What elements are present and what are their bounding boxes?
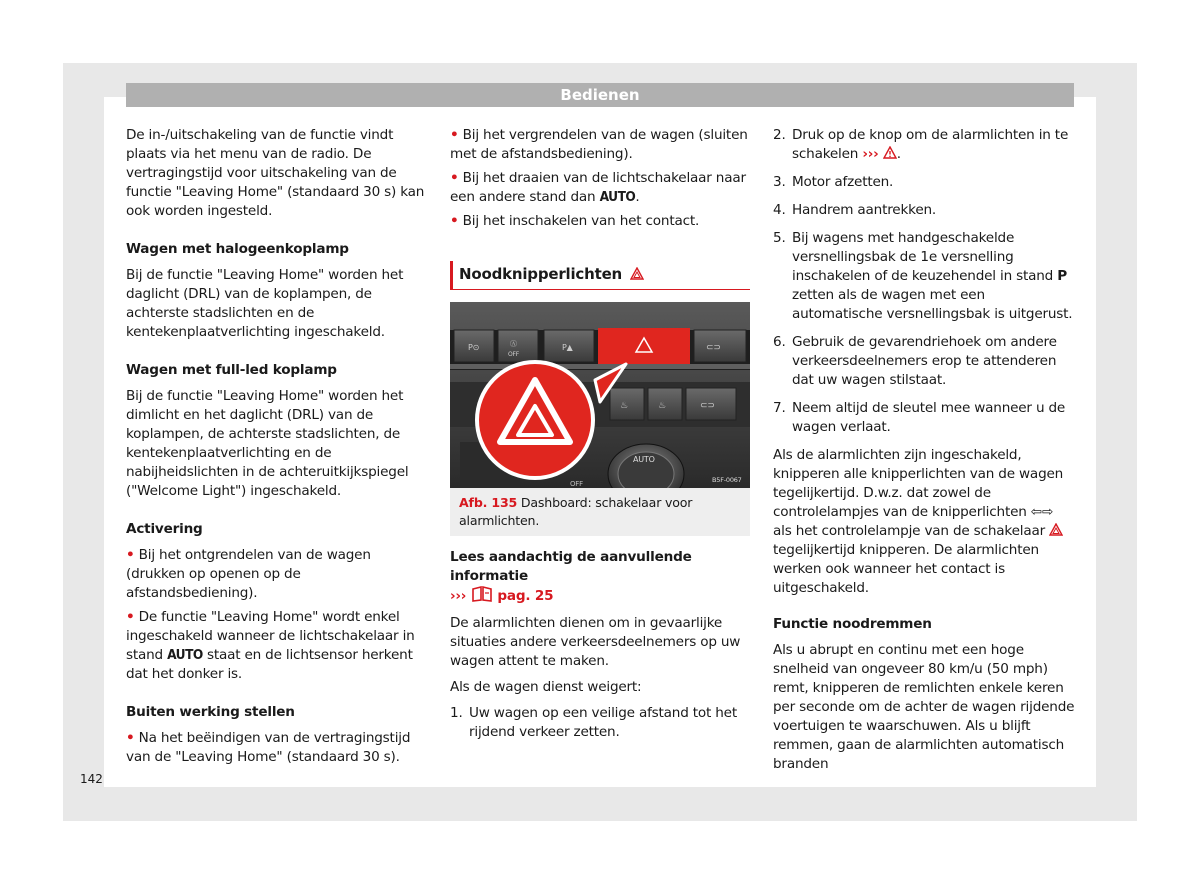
step-7: 7. Neem altijd de sleutel mee wanneer u de wagen verlaat. <box>773 400 1066 435</box>
auto-label: AUTO <box>167 647 203 663</box>
bullet-dot-icon: • <box>126 730 135 746</box>
heading-functie-noodremmen: Functie noodremmen <box>773 616 932 632</box>
left-arrow-icon: ⇦ <box>1030 504 1042 520</box>
step-3: 3. Motor afzetten. <box>773 174 894 190</box>
svg-text:Ⓐ: Ⓐ <box>510 340 517 348</box>
figure-code: B5F-0067 <box>712 476 742 484</box>
paragraph-knipperen: Als de alarmlichten zijn ingeschakeld, knipperen alle knipperlichten van de wagen tegelijkertijd. D.w.z. dat zowel de controlelampjes van de knipperlichten ⇦⇨ als het controlelampje van de schakelaar tegelijkertijd knipperen. De alarmlichten werken ook wanneer het contact is uitgeschakeld. <box>773 447 1064 596</box>
paragraph-full-led: Bij de functie "Leaving Home" worden het dimlicht en het daglicht (DRL) van de koplampen, de achterste stadslichten, de kentekenplaatverlichting en de nabijheidslichten in de achteruitkijkspiegel ("Welcome Light") ingeschakeld. <box>126 388 409 499</box>
svg-text:OFF: OFF <box>570 480 583 488</box>
bullet-deact-2: • Bij het draaien van de lichtschakelaar naar een andere stand dan AUTO. <box>450 170 746 205</box>
step-6: 6. Gebruik de gevarendriehoek om andere verkeersdeelnemers erop te attenderen dat uw wagen stilstaat. <box>773 334 1057 388</box>
hazard-triangle-icon <box>883 146 897 159</box>
bullet-dot-icon: • <box>450 170 459 186</box>
bullet-deact-1: • Bij het vergrendelen van de wagen (sluiten met de afstandsbediening). <box>450 127 748 162</box>
paragraph-alarmlichten: De alarmlichten dienen om in gevaarlijke situaties andere verkeersdeelnemers op uw wagen attent te maken. <box>450 615 741 669</box>
arrow-icon: ››› <box>450 588 467 604</box>
figure-caption <box>450 488 750 536</box>
arrow-icon: ››› <box>862 146 879 162</box>
bullet-dot-icon: • <box>126 609 135 625</box>
steps-list-continued <box>773 126 1075 437</box>
bullet-activering-1: • Bij het ontgrendelen van de wagen (drukken op openen op de afstandsbediening). <box>126 547 371 601</box>
book-icon <box>471 586 493 602</box>
bullet-activering-2: • De functie "Leaving Home" wordt enkel ingeschakeld wanneer de lichtschakelaar in stand AUTO staat en de lichtsensor herkent dat het donker is. <box>126 609 415 682</box>
dashboard-figure <box>450 302 750 488</box>
chapter-header: Bedienen <box>126 83 1074 107</box>
column-1 <box>126 126 426 772</box>
svg-text:♨: ♨ <box>658 401 666 411</box>
svg-text:♨: ♨ <box>620 401 628 411</box>
paragraph-dienst-weigert: Als de wagen dienst weigert: <box>450 679 642 695</box>
heading-buiten-werking: Buiten werking stellen <box>126 704 295 720</box>
section-title-noodknipperlichten: Noodknipperlichten <box>450 261 750 290</box>
hazard-triangle-icon <box>630 267 644 280</box>
heading-full-led: Wagen met full-led koplamp <box>126 362 337 378</box>
auto-label: AUTO <box>599 189 636 205</box>
caption-label: Afb. 135 <box>459 495 518 510</box>
svg-text:⊂⊃: ⊂⊃ <box>700 401 715 411</box>
svg-text:⊂⊃: ⊂⊃ <box>706 343 721 353</box>
step-4: 4. Handrem aantrekken. <box>773 202 937 218</box>
intro-paragraph: De in-/uitschakeling van de functie vindt plaats via het menu van de radio. De vertragingstijd voor uitschakeling van de functie "Leaving Home" (standaard 30 s) kan ook worden ingesteld. <box>126 127 425 219</box>
svg-text:P⊙: P⊙ <box>468 343 480 352</box>
column-2 <box>450 126 750 751</box>
read-more-block: Lees aandachtig de aanvullende informatie ››› pag. 25 <box>450 549 692 604</box>
bullet-buiten-1: • Na het beëindigen van de vertragingstijd van de "Leaving Home" (standaard 30 s). <box>126 730 411 765</box>
btn-auto: AUTO <box>633 455 655 464</box>
column-3 <box>773 126 1075 781</box>
dashboard-illustration <box>450 302 750 488</box>
bullet-dot-icon: • <box>450 127 459 143</box>
page-ref-link[interactable]: pag. 25 <box>497 588 554 604</box>
bullet-dot-icon: • <box>450 213 459 229</box>
btn-off-top: OFF <box>508 351 520 358</box>
step-2: 2. Druk op de knop om de alarmlichten in te schakelen ››› . <box>773 127 1069 162</box>
hazard-triangle-icon <box>1049 523 1063 536</box>
heading-activering: Activering <box>126 521 203 537</box>
steps-list-start <box>450 704 750 742</box>
paragraph-halogen: Bij de functie "Leaving Home" worden het daglicht (DRL) van de koplampen, de achterste stadslichten en de kentekenplaatverlichting ingeschakeld. <box>126 267 404 340</box>
right-arrow-icon: ⇨ <box>1041 504 1054 520</box>
bullet-deact-3: • Bij het inschakelen van het contact. <box>450 213 700 229</box>
svg-text:P▲: P▲ <box>562 343 573 352</box>
bullet-dot-icon: • <box>126 547 135 563</box>
step-5: 5. Bij wagens met handgeschakelde versnellingsbak de 1e versnelling inschakelen of de keuzehendel in stand P zetten als de wagen met een automatische versnellingsbak is uitgerust. <box>773 230 1073 322</box>
caption-text: Dashboard: schakelaar voor alarmlichten. <box>459 495 693 528</box>
page-number: 142 <box>80 772 103 786</box>
heading-halogen: Wagen met halogeenkoplamp <box>126 241 349 257</box>
step-1: 1. Uw wagen op een veilige afstand tot het rijdend verkeer zetten. <box>450 705 737 740</box>
paragraph-noodremmen: Als u abrupt en continu met een hoge snelheid van ongeveer 80 km/u (50 mph) remt, knipperen de remlichten enkele keren per seconde om de achter de wagen rijdende voertuigen te waarschuwen. Als u blijft remmen, gaan de alarmlichten automatisch branden <box>773 642 1075 772</box>
